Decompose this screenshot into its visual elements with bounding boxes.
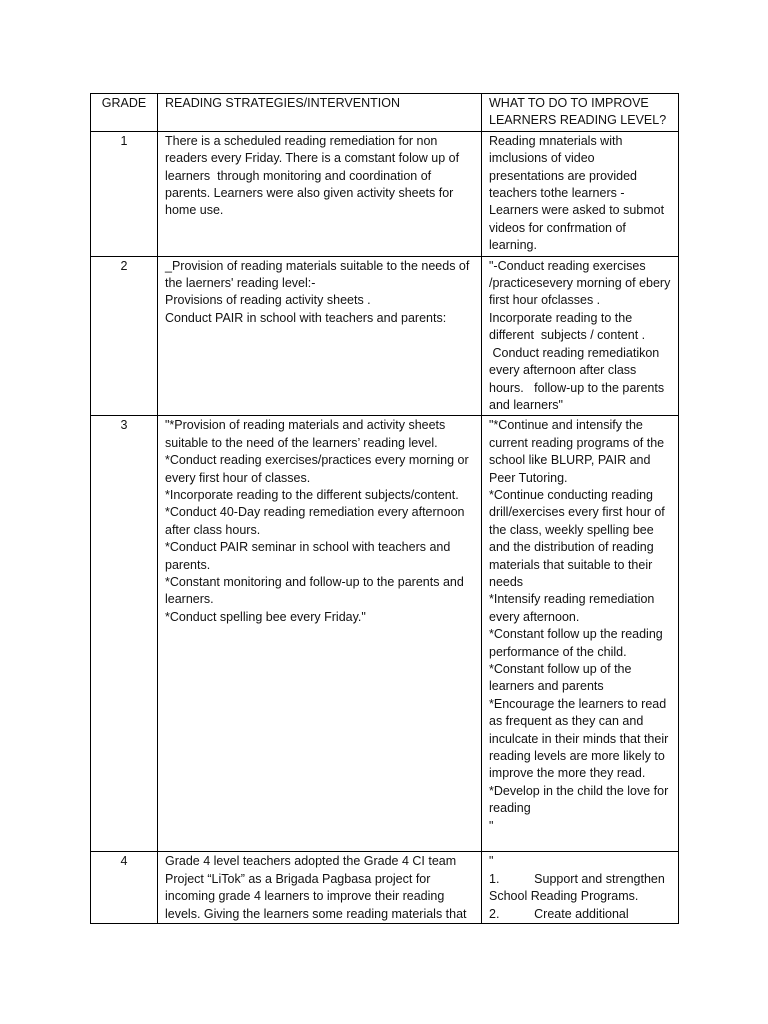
grade-cell: 4 (91, 852, 158, 924)
strategies-cell: _Provision of reading materials suitable to the needs of the laerners' reading level:- Provisions of reading activity sheets . Conduct PAIR in school with teachers and parents: (158, 256, 482, 416)
strategies-cell: There is a scheduled reading remediation for non readers every Friday. There is a comstant folow up of learners through monitoring and coordination of parents. Learners were also given activity sheets for home use. (158, 131, 482, 256)
table-row (91, 131, 679, 256)
improve-cell-text: " 1. Support and strengthen School Reading Programs. 2. Create additional (489, 854, 665, 921)
grade-cell: 2 (91, 256, 158, 416)
grade-cell: 3 (91, 416, 158, 852)
improve-cell: "-Conduct reading exercises /practicesevery morning of ebery first hour ofclasses . Incorporate reading to the different subjects / content . Conduct reading remediatikon every afternoon after class hours. follow-up to the parents and learners" (482, 256, 679, 416)
strategies-cell: "*Provision of reading materials and activity sheets suitable to the need of the learners’ reading level. *Conduct reading exercises/practices every morning or every first hour of classes. *Incorporate reading to the different subjects/content. *Conduct 40-Day reading remediation every afternoon after class hours. *Conduct PAIR seminar in school with teachers and parents. *Constant monitoring and follow-up to the parents and learners. *Conduct spelling bee every Friday." (158, 416, 482, 852)
grade-column-header: GRADE (91, 94, 158, 132)
table-header-row (91, 94, 679, 132)
table-row (91, 852, 679, 924)
grade-cell: 1 (91, 131, 158, 256)
strategies-column-header: READING STRATEGIES/INTERVENTION (158, 94, 482, 132)
improve-cell (482, 852, 679, 924)
reading-interventions-table (90, 93, 679, 924)
table-row (91, 256, 679, 416)
improve-column-header: WHAT TO DO TO IMPROVE LEARNERS READING LEVEL? (482, 94, 679, 132)
strategies-cell-text: Grade 4 level teachers adopted the Grade 4 CI team Project “LiTok” as a Brigada Pagbasa project for incoming grade 4 learners to improve their reading levels. Giving the learners some reading materials that (165, 854, 467, 921)
improve-cell: "*Continue and intensify the current reading programs of the school like BLURP, PAIR and Peer Tutoring. *Continue conducting reading drill/exercises every first hour of the class, weekly spelling bee and the distribution of reading materials that suitable to their needs *Intensify reading remediation every afternoon. *Constant follow up the reading performance of the child. *Constant follow up of the learners and parents *Encourage the learners to read as frequent as they can and inculcate in their minds that their reading levels are more likely to improve the more they read. *Develop in the child the love for reading " (482, 416, 679, 852)
table-row (91, 416, 679, 852)
improve-cell: Reading mnaterials with imclusions of video presentations are provided teachers tothe learners - Learners were asked to submot videos for confrmation of learning. (482, 131, 679, 256)
strategies-cell (158, 852, 482, 924)
